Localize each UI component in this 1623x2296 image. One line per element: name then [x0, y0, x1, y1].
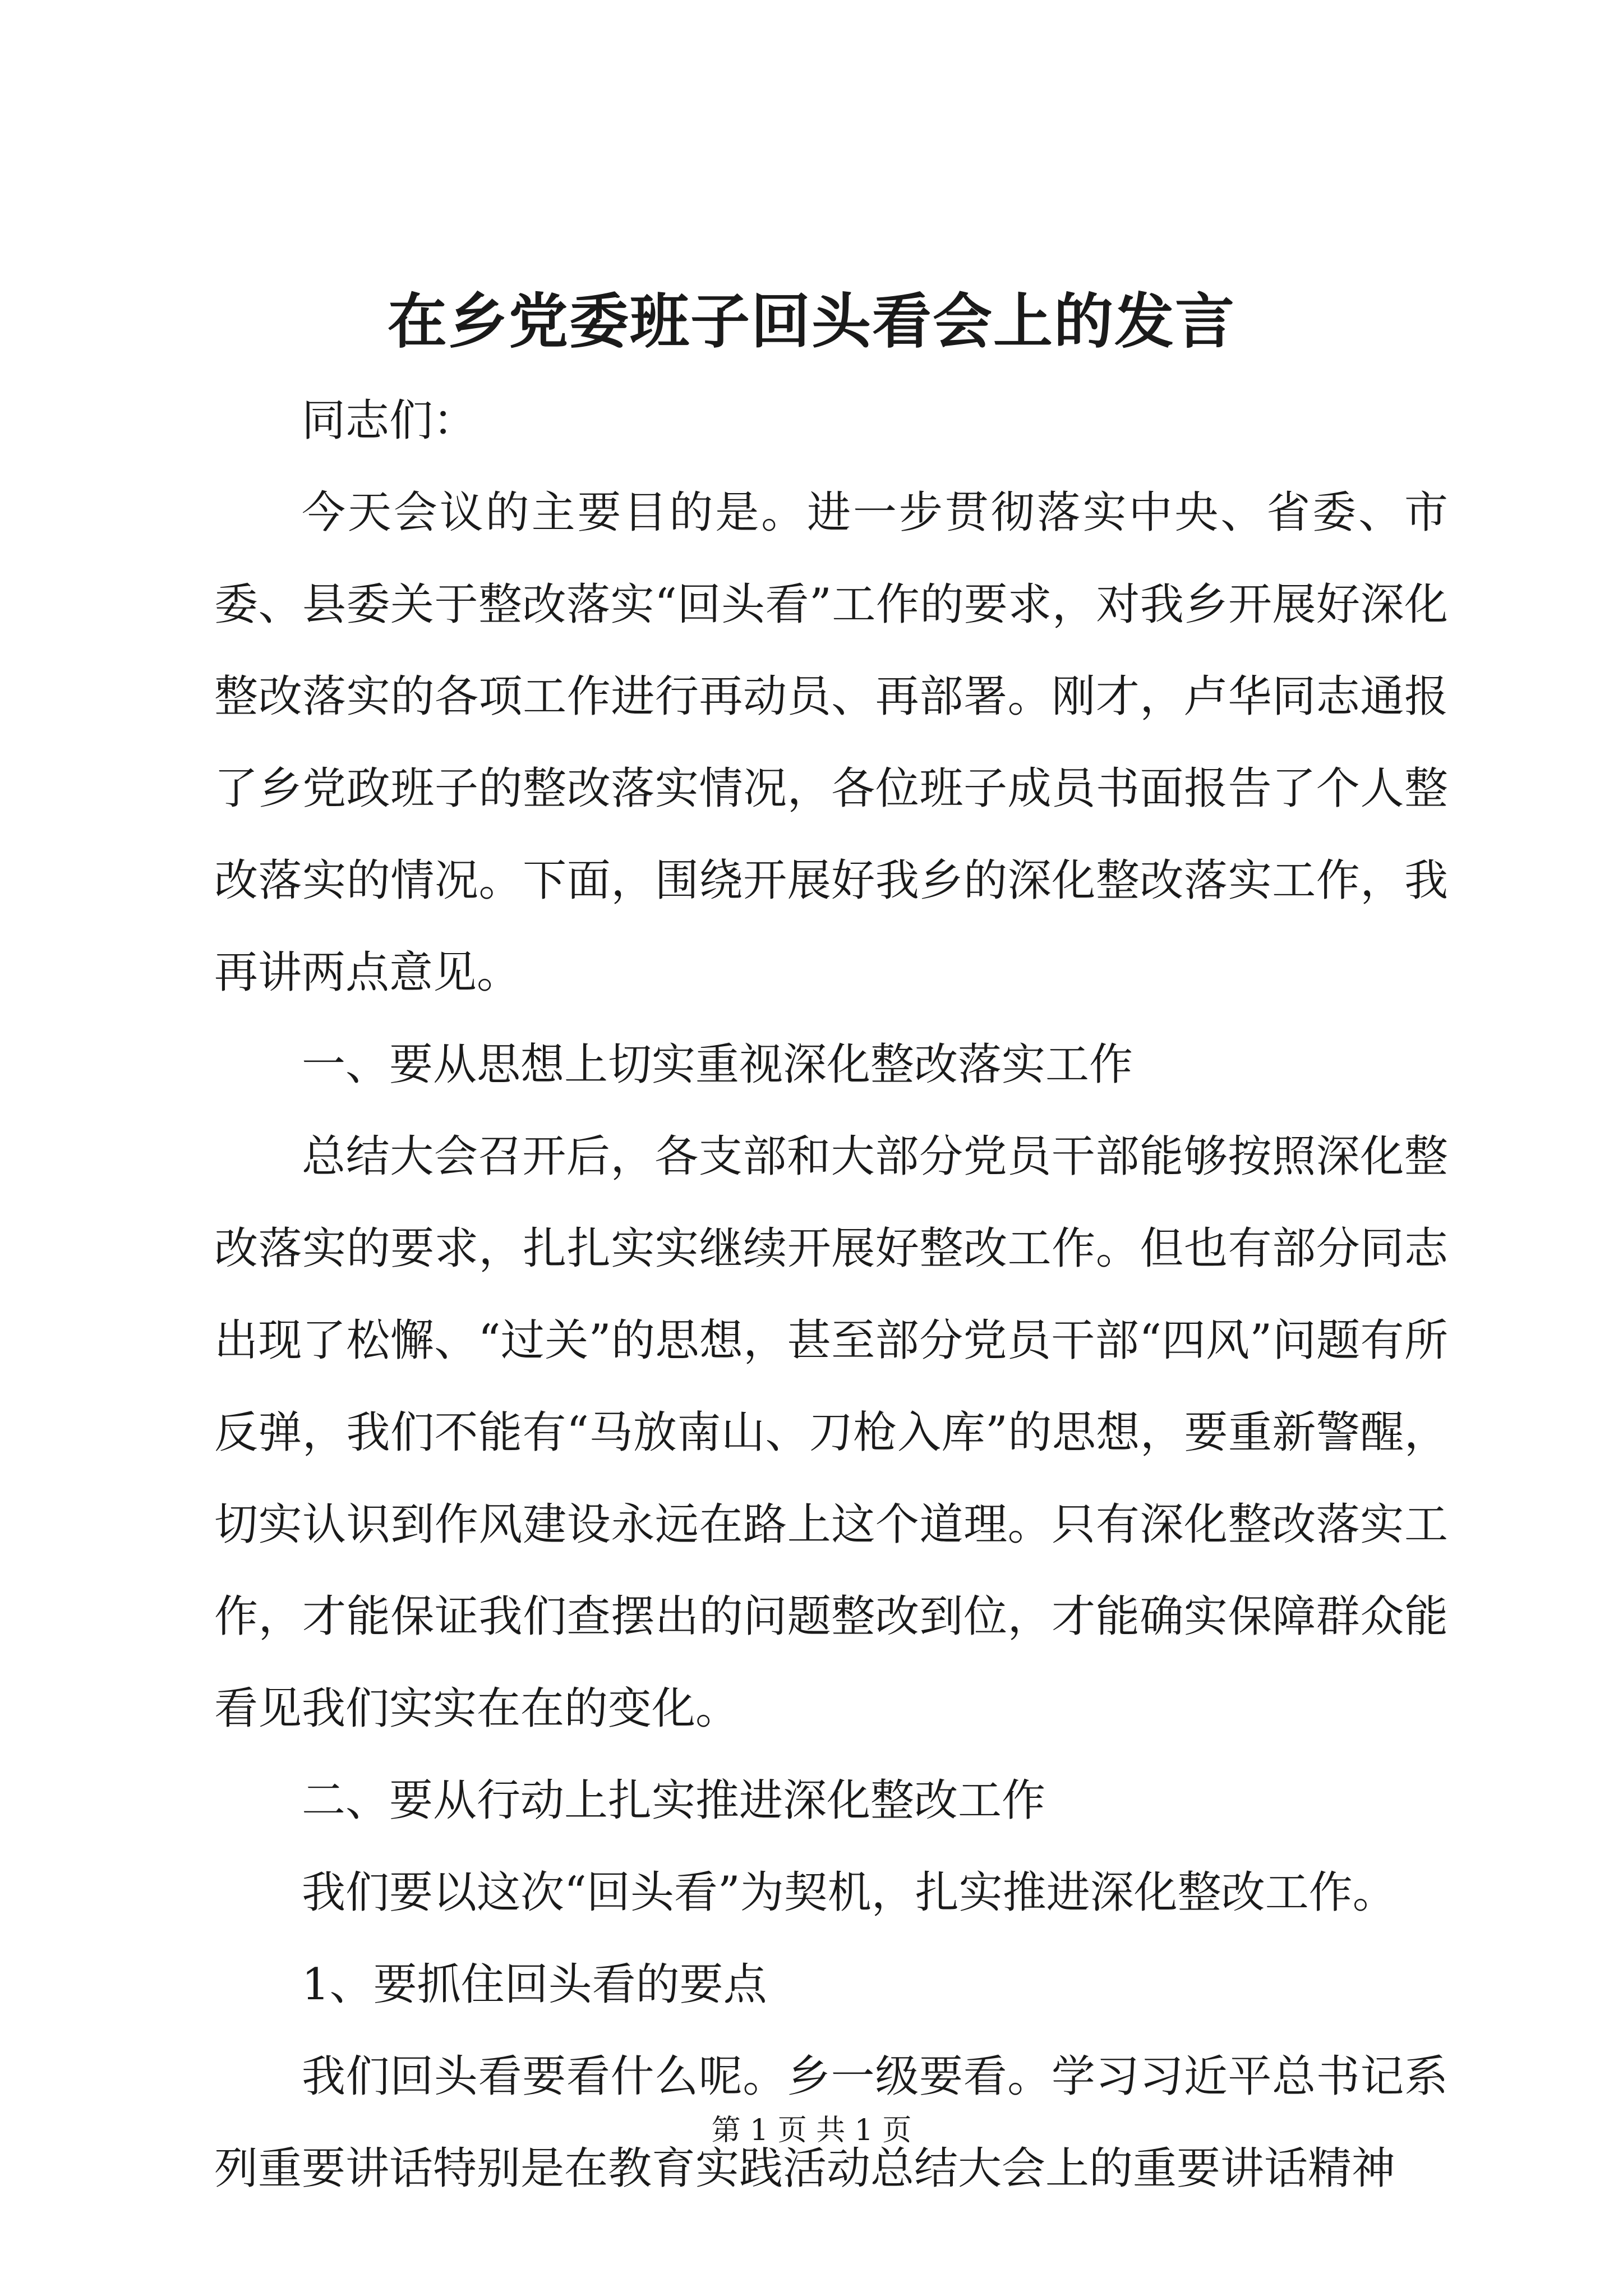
paragraph-section-2: 我们要以这次“回头看”为契机，扎实推进深化整改工作。 [302, 1867, 1396, 1918]
document-title: 在乡党委班子回头看会上的发言 [388, 286, 1235, 356]
paragraph-subsection-1: 我们回头看要看什么呢。乡一级要看。学习习近平总书记系列重要讲话特别是在教育实践活动总结大会上的重要讲话精神 [214, 2051, 1448, 2194]
section-heading-1: 一、要从思想上切实重视深化整改落实工作 [302, 1039, 1133, 1090]
page-footer: 第 1 页 共 1 页 [711, 2114, 912, 2147]
paragraph-intro: 今天会议的主要目的是。进一步贯彻落实中央、省委、市委、县委关于整改落实“回头看”工作的要求，对我乡开展好深化整改落实的各项工作进行再动员、再部署。刚才，卢华同志通报了乡党政班子的整改落实情况，各位班子成员书面报告了个人整改落实的情况。下面，围绕开展好我乡的深化整改落实工作，我再讲两点意见。 [214, 487, 1448, 998]
subsection-heading-1: 1、要抓住回头看的要点 [302, 1959, 767, 2010]
section-heading-2: 二、要从行动上扎实推进深化整改工作 [302, 1775, 1046, 1826]
document-body [214, 375, 1448, 2215]
salutation: 同志们： [302, 395, 477, 446]
paragraph-section-1: 总结大会召开后，各支部和大部分党员干部能够按照深化整改落实的要求，扎扎实实继续开展好整改工作。但也有部分同志出现了松懈、“过关”的思想，甚至部分党员干部“四风”问题有所反弹，我们不能有“马放南山、刀枪入库”的思想，要重新警醒，切实认识到作风建设永远在路上这个道理。只有深化整改落实工作，才能保证我们查摆出的问题整改到位，才能确实保障群众能看见我们实实在在的变化。 [214, 1131, 1448, 1734]
